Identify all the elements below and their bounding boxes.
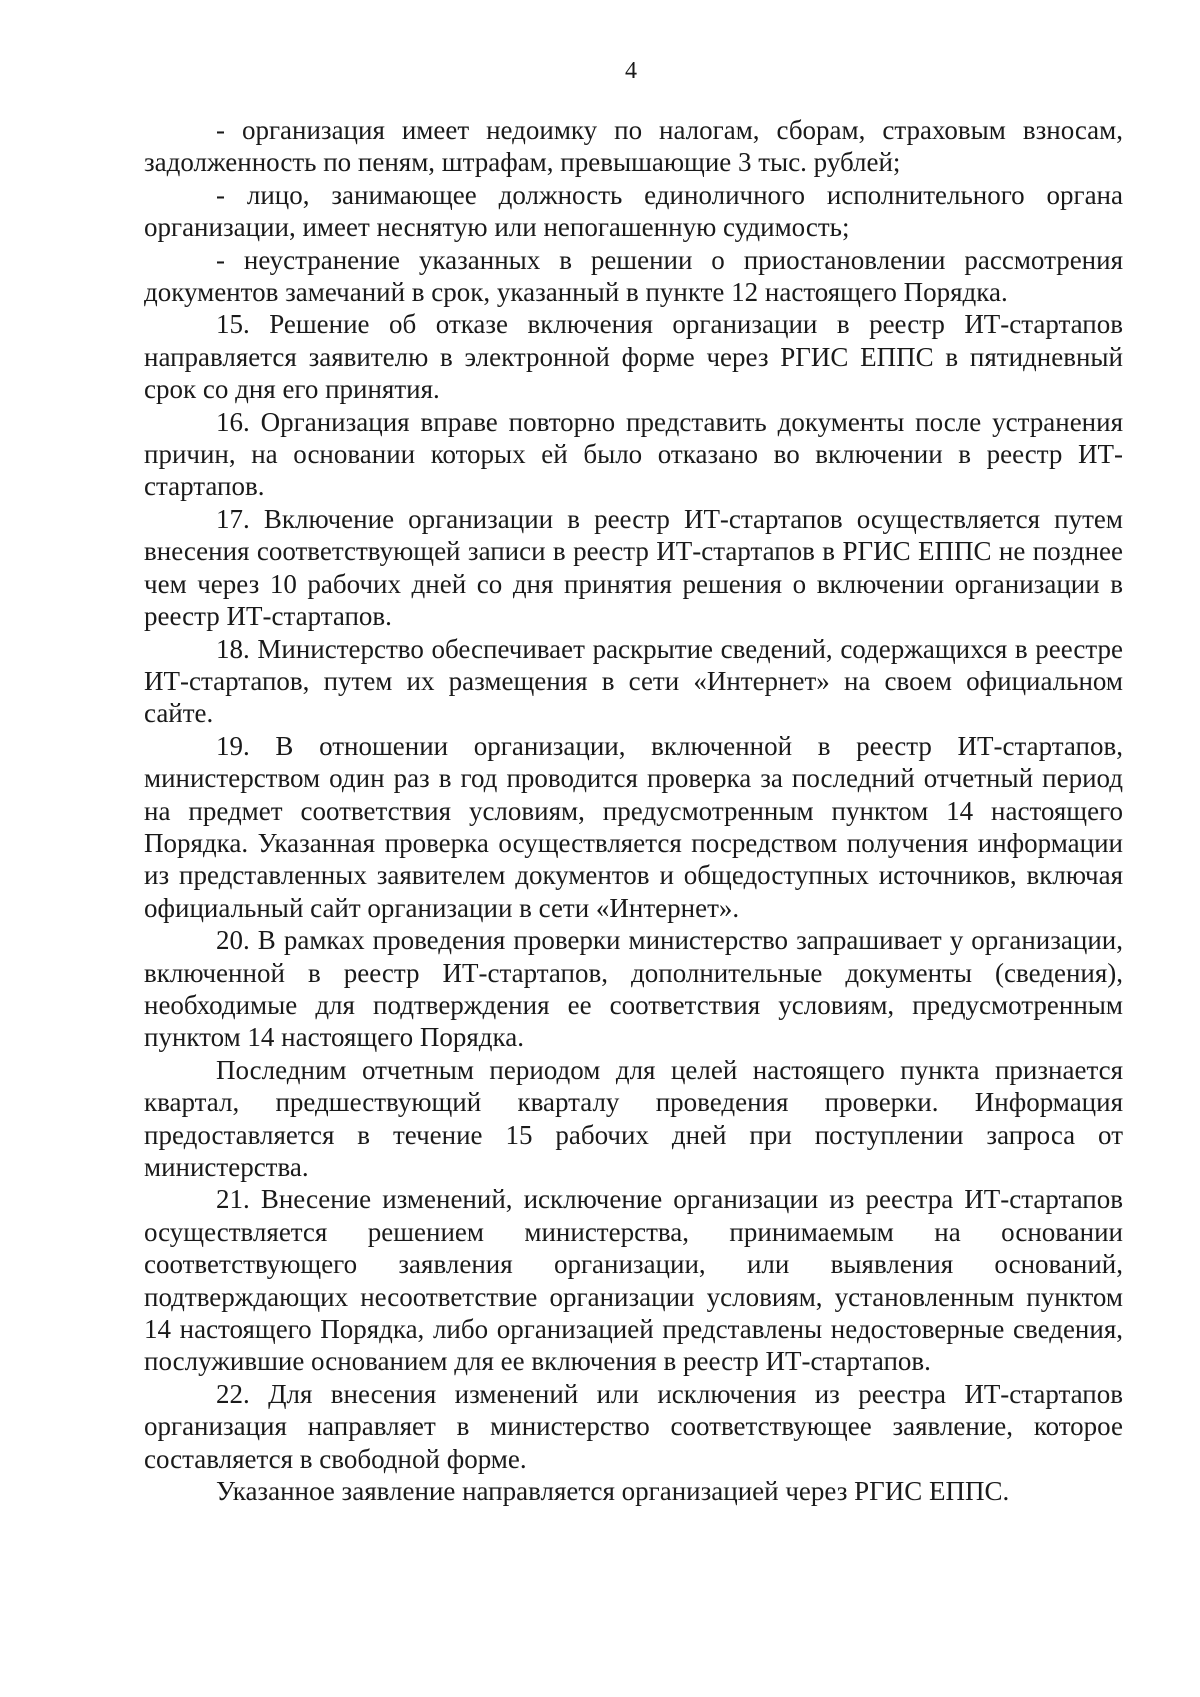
paragraph-22: 22. Для внесения изменений или исключения из реестра ИТ-стартапов организация направляет в министерство соответствующее заявление, которое составляется в свободной форме.	[144, 1378, 1123, 1474]
paragraph-22-submission: Указанное заявление направляется организацией через РГИС ЕППС.	[216, 1476, 1010, 1507]
paragraph-16: 16. Организация вправе повторно представить документы после устранения причин, на основании которых ей было отказано во включении в реестр ИТ-стартапов.	[144, 406, 1123, 502]
paragraph-21: 21. Внесение изменений, исключение организации из реестра ИТ-стартапов осуществляется решением министерства, принимаемым на основании соответствующего заявления организации, или выявления оснований, подтверждающих несоответствие организации условиям, установленным пунктом 14 настоящего Порядка, либо организацией представлены недостоверные сведения, послужившие основанием для ее включения в реестр ИТ-стартапов.	[144, 1184, 1123, 1377]
paragraph-criminal-record: - лицо, занимающее должность единоличного исполнительного органа организации, имеет неснятую или непогашенную судимость;	[144, 179, 1123, 243]
paragraph-tax-arrears: - организация имеет недоимку по налогам, сборам, страховым взносам, задолженность по пеням, штрафам, превышающие 3 тыс. рублей;	[144, 115, 1123, 178]
paragraph-20: 20. В рамках проведения проверки министерство запрашивает у организации, включенной в реестр ИТ-стартапов, дополнительные документы (сведения), необходимые для подтверждения ее соответствия условиям, предусмотренным пунктом 14 настоящего Порядка.	[144, 925, 1123, 1053]
document-body	[144, 114, 1123, 1507]
paragraph-17: 17. Включение организации в реестр ИТ-стартапов осуществляется путем внесения соответствующей записи в реестр ИТ-стартапов в РГИС ЕППС не позднее чем через 10 рабочих дней со дня принятия решения о включении организации в реестр ИТ-стартапов.	[144, 503, 1123, 632]
page-number: 4	[625, 58, 637, 84]
paragraph-18: 18. Министерство обеспечивает раскрытие сведений, содержащихся в реестре ИТ-стартапов, путем их размещения в сети «Интернет» на своем официальном сайте.	[144, 633, 1123, 729]
paragraph-remarks-not-fixed: - неустранение указанных в решении о приостановлении рассмотрения документов замечаний в срок, указанный в пункте 12 настоящего Порядка.	[144, 244, 1123, 308]
paragraph-15: 15. Решение об отказе включения организации в реестр ИТ-стартапов направляется заявителю в электронной форме через РГИС ЕППС в пятидневный срок со дня его принятия.	[144, 309, 1123, 405]
paragraph-19: 19. В отношении организации, включенной в реестр ИТ-стартапов, министерством один раз в год проводится проверка за последний отчетный период на предмет соответствия условиям, предусмотренным пунктом 14 настоящего Порядка. Указанная проверка осуществляется посредством получения информации из представленных заявителем документов и общедоступных источников, включая официальный сайт организации в сети «Интернет».	[144, 730, 1123, 923]
paragraph-20-reporting-period: Последним отчетным периодом для целей настоящего пункта признается квартал, предшествующий кварталу проведения проверки. Информация предоставляется в течение 15 рабочих дней при поступлении запроса от министерства.	[144, 1054, 1123, 1182]
